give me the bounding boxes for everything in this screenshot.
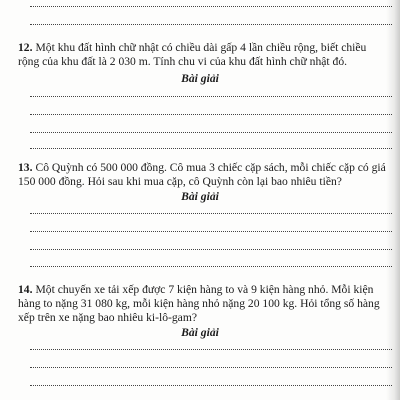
problem-13 <box>18 161 390 189</box>
answer-line <box>30 385 392 386</box>
answer-line <box>30 114 392 115</box>
answer-line <box>30 266 392 267</box>
answer-line <box>30 249 392 250</box>
answer-line <box>30 231 392 232</box>
problem-12 <box>18 41 390 69</box>
problem-text: Một chuyến xe tải xếp được 7 kiện hàng to và 9 kiện hàng nhỏ. Mỗi kiện hàng to nặng 31 080 kg, mỗi kiện hàng nhỏ nặng 20 100 kg. Hỏi tổng số hàng xếp trên xe nặng bao nhiêu ki-lô-gam? <box>18 283 380 325</box>
problem-text: Một khu đất hình chữ nhật có chiều dài gấp 4 lần chiều rộng, biết chiều rộng của khu đất là 2 030 m. Tính chu vi của khu đất hình chữ nhật đó. <box>18 41 367 69</box>
answer-line <box>30 6 392 7</box>
solution-heading: Bài giải <box>181 190 219 203</box>
solution-heading: Bài giải <box>181 326 219 339</box>
page-edge-shadow <box>386 0 400 400</box>
answer-line <box>30 24 392 25</box>
problem-number: 13. <box>18 161 33 174</box>
answer-line <box>30 132 392 133</box>
answer-line <box>30 148 392 149</box>
answer-line <box>30 96 392 97</box>
solution-heading: Bài giải <box>181 72 219 85</box>
answer-line <box>30 367 392 368</box>
answer-line <box>30 213 392 214</box>
answer-line <box>30 349 392 350</box>
problem-14 <box>18 283 390 326</box>
problem-number: 14. <box>18 283 33 296</box>
problem-number: 12. <box>18 41 33 54</box>
problem-text: Cô Quỳnh có 500 000 đồng. Cô mua 3 chiếc cặp sách, mỗi chiếc cặp có giá 150 000 đồng. Hỏi sau khi mua cặp, cô Quỳnh còn lại bao nhiêu tiền? <box>18 161 386 189</box>
